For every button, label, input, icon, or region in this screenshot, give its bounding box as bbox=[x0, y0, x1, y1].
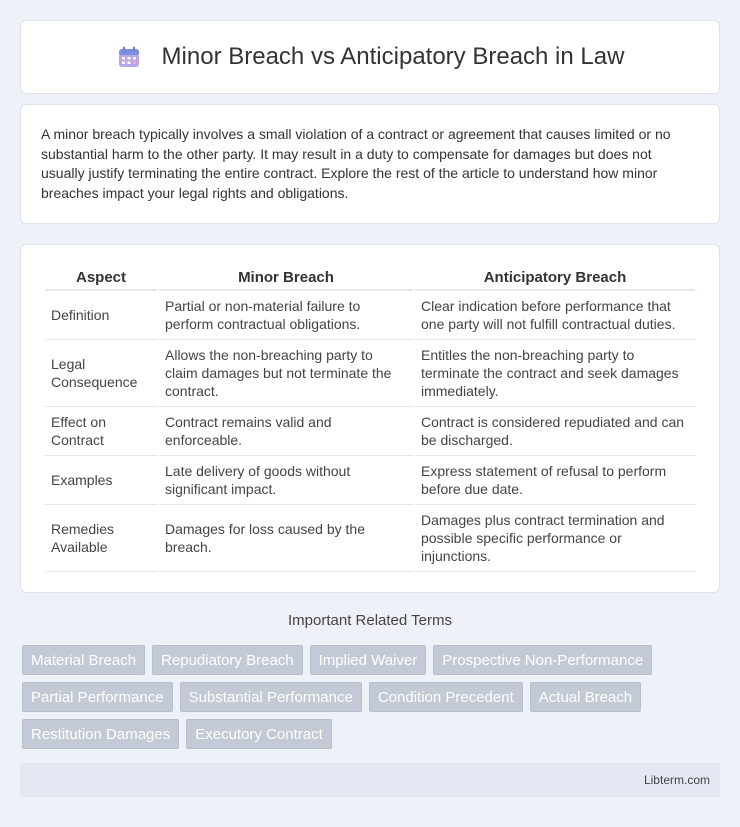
anticipatory-cell: Damages plus contract termination and possible specific performance or injunctions. bbox=[415, 505, 695, 572]
minor-cell: Contract remains valid and enforceable. bbox=[159, 407, 413, 456]
table-row bbox=[45, 340, 695, 407]
table-row bbox=[45, 291, 695, 340]
related-terms-title: Important Related Terms bbox=[288, 612, 452, 629]
table-row bbox=[45, 407, 695, 456]
tag-condition-precedent[interactable]: Condition Precedent bbox=[369, 682, 523, 712]
related-terms-list bbox=[22, 645, 722, 749]
calendar-icon bbox=[116, 44, 142, 70]
anticipatory-cell: Clear indication before performance that one party will not fulfill contractual duties. bbox=[415, 291, 695, 340]
comparison-table bbox=[43, 265, 697, 572]
tag-actual-breach[interactable]: Actual Breach bbox=[530, 682, 641, 712]
tag-substantial-performance[interactable]: Substantial Performance bbox=[180, 682, 362, 712]
tag-restitution-damages[interactable]: Restitution Damages bbox=[22, 719, 179, 749]
tag-prospective-non-performance[interactable]: Prospective Non-Performance bbox=[433, 645, 652, 675]
tag-repudiatory-breach[interactable]: Repudiatory Breach bbox=[152, 645, 303, 675]
table-header-row bbox=[45, 265, 695, 291]
title-card bbox=[20, 20, 720, 94]
anticipatory-cell: Entitles the non-breaching party to terminate the contract and seek damages immediately. bbox=[415, 340, 695, 407]
tag-partial-performance[interactable]: Partial Performance bbox=[22, 682, 173, 712]
page-title: Minor Breach vs Anticipatory Breach in Law bbox=[161, 43, 625, 70]
header-minor-breach: Minor Breach bbox=[159, 265, 413, 291]
aspect-cell: Definition bbox=[45, 291, 157, 340]
minor-cell: Damages for loss caused by the breach. bbox=[159, 505, 413, 572]
intro-card bbox=[20, 104, 720, 224]
intro-paragraph: A minor breach typically involves a small violation of a contract or agreement that causes limited or no substantial harm to the other party. It may result in a duty to compensate for damages but does not usually justify terminating the entire contract. Explore the rest of the article to understand how minor breaches impact your legal rights and obligations. bbox=[41, 126, 671, 201]
footer-site-link[interactable]: Libterm.com bbox=[643, 773, 710, 787]
comparison-card bbox=[20, 244, 720, 593]
table-row bbox=[45, 505, 695, 572]
header-aspect: Aspect bbox=[45, 265, 157, 291]
table-row bbox=[45, 456, 695, 505]
header-anticipatory-breach: Anticipatory Breach bbox=[415, 265, 695, 291]
tag-executory-contract[interactable]: Executory Contract bbox=[186, 719, 332, 749]
aspect-cell: Remedies Available bbox=[45, 505, 157, 572]
minor-cell: Late delivery of goods without significant impact. bbox=[159, 456, 413, 505]
aspect-cell: Effect on Contract bbox=[45, 407, 157, 456]
aspect-cell: Legal Consequence bbox=[45, 340, 157, 407]
anticipatory-cell: Express statement of refusal to perform before due date. bbox=[415, 456, 695, 505]
aspect-cell: Examples bbox=[45, 456, 157, 505]
tag-material-breach[interactable]: Material Breach bbox=[22, 645, 145, 675]
minor-cell: Partial or non-material failure to perform contractual obligations. bbox=[159, 291, 413, 340]
tag-implied-waiver[interactable]: Implied Waiver bbox=[310, 645, 427, 675]
anticipatory-cell: Contract is considered repudiated and can be discharged. bbox=[415, 407, 695, 456]
footer bbox=[20, 763, 720, 797]
minor-cell: Allows the non-breaching party to claim damages but not terminate the contract. bbox=[159, 340, 413, 407]
